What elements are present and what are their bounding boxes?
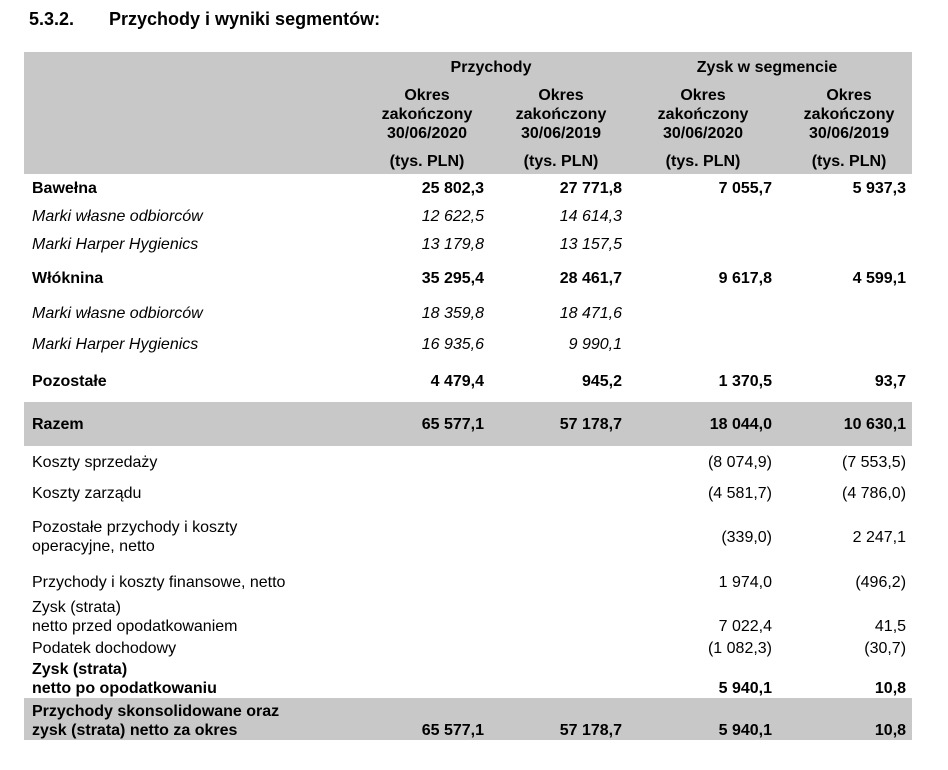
row-label-line: Przychody skonsolidowane oraz (32, 703, 280, 720)
value-cell: 13 179,8 (421, 235, 484, 253)
unit-label: (tys. PLN) (665, 152, 741, 170)
value-cell: 65 577,1 (360, 402, 484, 446)
value-cell: 9 617,8 (718, 269, 773, 287)
unit-header (622, 148, 772, 174)
value-cell: (7 553,5) (841, 453, 907, 471)
row-label-line: operacyjne, netto (32, 538, 155, 555)
row-label: Koszty sprzedaży (32, 453, 158, 471)
header-empty-cell (24, 148, 360, 174)
table-row (24, 298, 912, 328)
column-header-profit-2020 (622, 80, 772, 148)
row-label: Marki Harper Hygienics (32, 235, 199, 253)
value-cell: (339,0) (721, 528, 773, 546)
value-cell: (4 786,0) (841, 484, 907, 502)
row-label-line: Zysk (strata) (32, 599, 121, 616)
unit-label: (tys. PLN) (523, 152, 599, 170)
value-cell (484, 478, 622, 508)
table-row (24, 202, 912, 230)
table-period-header-row (24, 80, 912, 148)
value-cell: 4 479,4 (430, 372, 484, 390)
unit-label: (tys. PLN) (811, 152, 887, 170)
column-header-line: Okres (826, 86, 872, 104)
table-row (24, 360, 912, 402)
value-cell: 7 055,7 (718, 179, 773, 197)
unit-header (484, 148, 622, 174)
unit-label: (tys. PLN) (389, 152, 465, 170)
value-cell (360, 478, 484, 508)
value-cell: 14 614,3 (559, 207, 623, 225)
value-cell: 10,8 (874, 680, 907, 697)
table-unit-header-row (24, 148, 912, 174)
group-header-segment-profit: Zysk w segmencie (622, 52, 912, 80)
column-header-revenue-2019 (484, 80, 622, 148)
table-row (24, 328, 912, 360)
header-empty-cell (24, 80, 360, 148)
value-cell: 1 974,0 (718, 573, 773, 591)
column-header-revenue-2020 (360, 80, 484, 148)
row-label: Marki własne odbiorców (32, 207, 203, 225)
section-heading (29, 7, 380, 31)
value-cell (360, 566, 484, 598)
row-label-line: netto przed opodatkowaniem (32, 618, 238, 635)
section-number: 5.3.2. (29, 9, 75, 29)
table-row (24, 636, 912, 660)
column-header-line: Okres (404, 86, 450, 104)
value-cell: 41,5 (874, 618, 907, 635)
row-label-line: zysk (strata) netto za okres (32, 722, 238, 739)
unit-header (772, 148, 912, 174)
value-cell: 16 935,6 (421, 335, 484, 353)
value-cell: 13 157,5 (559, 235, 623, 253)
table-row (24, 258, 912, 298)
row-label: Koszty zarządu (32, 484, 142, 502)
row-label: Razem (24, 402, 360, 446)
value-cell (360, 660, 484, 698)
column-header-line: 30/06/2019 (808, 124, 890, 142)
value-cell (484, 446, 622, 478)
value-cell: 10 630,1 (772, 402, 912, 446)
table-row (24, 174, 912, 202)
value-cell: 9 990,1 (568, 335, 623, 353)
value-cell (484, 508, 622, 566)
row-label: Pozostałe (32, 372, 107, 390)
column-header-line: 30/06/2020 (662, 124, 744, 142)
row-label-line: Zysk (strata) (32, 661, 128, 678)
column-header-profit-2019 (772, 80, 912, 148)
column-header-line: zakończony (515, 105, 607, 123)
value-cell: 57 178,7 (484, 402, 622, 446)
value-cell: 35 295,4 (421, 269, 484, 287)
value-cell (360, 636, 484, 660)
value-cell (772, 202, 912, 230)
row-label-line: netto po opodatkowaniu (32, 680, 217, 697)
column-header-line: zakończony (803, 105, 895, 123)
value-cell: 945,2 (581, 372, 623, 390)
table-row (24, 508, 912, 566)
table-row (24, 402, 912, 446)
value-cell: (4 581,7) (707, 484, 773, 502)
row-label: Bawełna (32, 179, 97, 197)
value-cell: 1 370,5 (718, 372, 773, 390)
table-row (24, 230, 912, 258)
value-cell (622, 230, 772, 258)
unit-header (360, 148, 484, 174)
column-header-line: zakończony (657, 105, 749, 123)
header-empty-cell (24, 52, 360, 80)
table-row (24, 566, 912, 598)
table-row (24, 698, 912, 740)
row-label: Przychody i koszty finansowe, netto (32, 573, 286, 591)
column-header-line: zakończony (381, 105, 473, 123)
value-cell: 65 577,1 (360, 698, 484, 740)
value-cell: 10,8 (772, 698, 912, 740)
value-cell: 5 940,1 (718, 680, 773, 697)
row-label-line: Pozostałe przychody i koszty (32, 519, 238, 536)
value-cell (772, 328, 912, 360)
value-cell: (30,7) (864, 639, 907, 657)
row-label (24, 660, 360, 698)
value-cell (484, 566, 622, 598)
column-header-line: Okres (538, 86, 584, 104)
value-cell: 18 044,0 (622, 402, 772, 446)
column-header-line: 30/06/2020 (386, 124, 468, 142)
value-cell: (8 074,9) (707, 453, 773, 471)
value-cell: 18 359,8 (421, 304, 484, 322)
value-cell (772, 298, 912, 328)
value-cell: 25 802,3 (421, 179, 484, 197)
value-cell (360, 598, 484, 636)
row-label (24, 698, 360, 740)
row-label: Włóknina (32, 269, 104, 287)
row-label: Marki własne odbiorców (32, 304, 203, 322)
value-cell: 7 022,4 (718, 618, 773, 635)
section-title: Przychody i wyniki segmentów: (109, 9, 381, 29)
row-label: Marki Harper Hygienics (32, 335, 199, 353)
value-cell (484, 636, 622, 660)
table-row (24, 598, 912, 636)
column-header-line: 30/06/2019 (520, 124, 602, 142)
value-cell: 28 461,7 (559, 269, 623, 287)
value-cell: 93,7 (874, 372, 907, 390)
table-row (24, 446, 912, 478)
value-cell: 2 247,1 (852, 528, 907, 546)
value-cell: 4 599,1 (852, 269, 907, 287)
value-cell (484, 660, 622, 698)
value-cell: 5 940,1 (622, 698, 772, 740)
table-body (24, 174, 912, 740)
value-cell: 57 178,7 (484, 698, 622, 740)
row-label (24, 598, 360, 636)
group-header-revenue: Przychody (360, 52, 622, 80)
table-row (24, 660, 912, 698)
value-cell (360, 508, 484, 566)
value-cell (622, 202, 772, 230)
value-cell (484, 598, 622, 636)
value-cell: (1 082,3) (707, 639, 773, 657)
value-cell: (496,2) (855, 573, 907, 591)
row-label (24, 508, 360, 566)
value-cell: 27 771,8 (559, 179, 623, 197)
value-cell (622, 298, 772, 328)
column-header-line: Okres (680, 86, 726, 104)
segment-results-table (24, 52, 912, 740)
value-cell (772, 230, 912, 258)
table-group-header-row (24, 52, 912, 80)
value-cell (360, 446, 484, 478)
row-label: Podatek dochodowy (32, 639, 177, 657)
value-cell: 12 622,5 (421, 207, 484, 225)
value-cell: 18 471,6 (559, 304, 623, 322)
value-cell: 5 937,3 (852, 179, 907, 197)
table-row (24, 478, 912, 508)
value-cell (622, 328, 772, 360)
